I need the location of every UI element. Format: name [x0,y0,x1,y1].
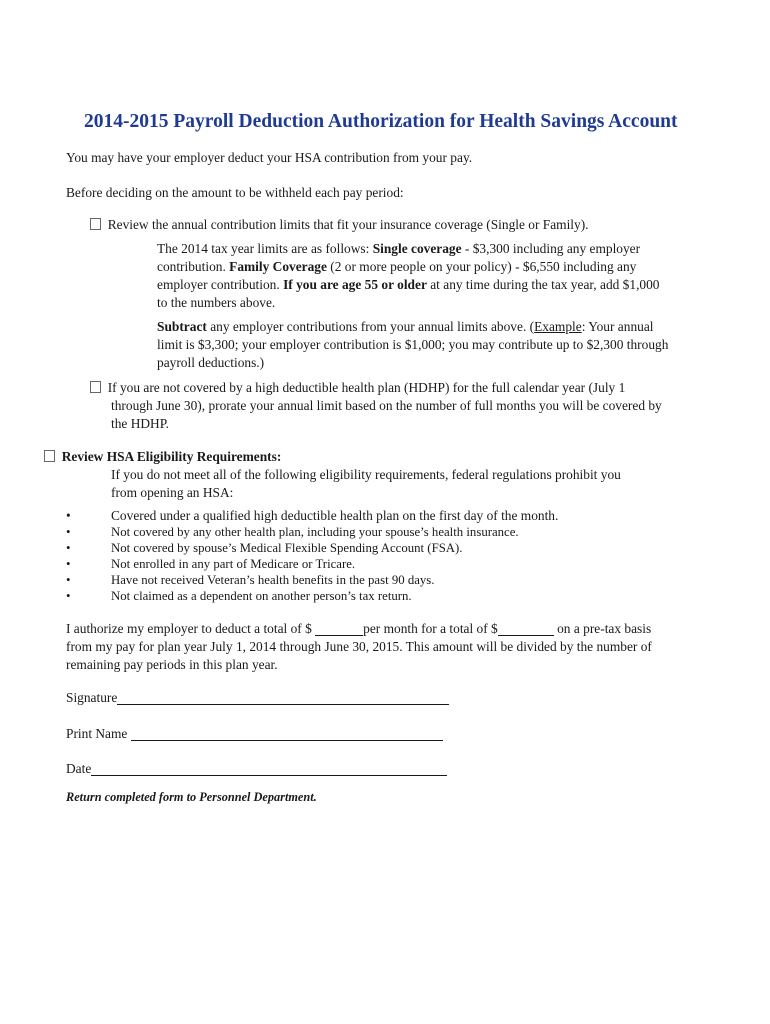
authorize-text: on a pre-tax basis [553,621,652,636]
checkbox[interactable] [90,381,101,393]
total-amount-field[interactable] [498,621,554,636]
example-label: Example [534,319,582,334]
subtract-line-1 [157,318,654,335]
limits-line-3 [157,276,660,293]
limits-line-4: to the numbers above. [157,295,276,310]
print-name-field[interactable] [131,726,443,741]
bullet-glyph: • [66,508,71,523]
single-coverage-label: Single coverage [372,241,462,256]
bullet-glyph: • [66,573,71,587]
checkbox[interactable] [90,218,101,230]
authorize-text: per month for a total of $ [363,621,498,636]
authorize-line-3: remaining pay periods in this plan year. [66,657,278,672]
authorize-text: I authorize my employer to deduct a total of $ [66,621,316,636]
monthly-amount-field[interactable] [315,621,363,636]
checkbox[interactable] [44,450,55,462]
eligibility-text-1: If you do not meet all of the following eligibility requirements, federal regulations prohibit you [111,467,621,482]
requirement-item: Have not received Veteran’s health benefits in the past 90 days. [111,573,435,587]
page-title: 2014-2015 Payroll Deduction Authorization for Health Savings Account [84,111,678,132]
intro-text-2: Before deciding on the amount to be withheld each pay period: [66,185,404,200]
limits-text: (2 or more people on your policy) - $6,550 including any [326,259,637,274]
subtract-text: : Your annual [581,319,654,334]
limits-line-1 [157,240,640,257]
bullet-glyph: • [66,525,71,539]
limits-text: contribution. [157,259,230,274]
limits-text: The 2014 tax year limits are as follows: [157,241,373,256]
hdhp-text-1: If you are not covered by a high deductible health plan (HDHP) for the full calendar year (July 1 [107,380,626,395]
limits-text: employer contribution. [157,277,284,292]
limits-line-2 [157,258,636,275]
hdhp-item [90,379,625,396]
print-name-label: Print Name [66,726,131,741]
limits-text: - $3,300 including any employer [461,241,641,256]
requirement-item: Not claimed as a dependent on another person’s tax return. [111,589,412,603]
requirement-item: Not enrolled in any part of Medicare or Tricare. [111,557,356,571]
age-55-label: If you are age 55 or older [283,277,427,292]
signature-row [66,689,449,706]
signature-field[interactable] [117,690,449,705]
subtract-line-2: limit is $3,300; your employer contribution is $1,000; you may contribute up to $2,300 through [157,337,669,352]
requirement-item: Covered under a qualified high deductible health plan on the first day of the month. [111,508,559,523]
family-coverage-label: Family Coverage [229,259,327,274]
requirement-item: Not covered by any other health plan, including your spouse’s health insurance. [111,525,519,539]
date-field[interactable] [91,761,447,776]
intro-text-1: You may have your employer deduct your HSA contribution from your pay. [66,150,473,165]
authorize-line-2: from my pay for plan year July 1, 2014 through June 30, 2015. This amount will be divided by the number of [66,639,652,654]
hdhp-text-3: the HDHP. [111,416,170,431]
subtract-line-3: payroll deductions.) [157,355,265,370]
date-row [66,760,447,777]
bullet-glyph: • [66,541,71,555]
print-name-row [66,725,443,742]
requirement-item: Not covered by spouse’s Medical Flexible Spending Account (FSA). [111,541,463,555]
date-label: Date [66,761,92,776]
authorize-line-1 [66,620,651,637]
subtract-text: any employer contributions from your annual limits above. ( [206,319,535,334]
review-limits-item [90,216,589,233]
eligibility-item [44,448,281,465]
limits-text: at any time during the tax year, add $1,000 [426,277,660,292]
bullet-glyph: • [66,557,71,571]
subtract-label: Subtract [157,319,207,334]
signature-label: Signature [66,690,118,705]
eligibility-heading: Review HSA Eligibility Requirements: [61,449,282,464]
eligibility-text-2: from opening an HSA: [111,485,234,500]
hdhp-text-2: through June 30), prorate your annual limit based on the number of full months you will be covered by [111,398,662,413]
bullet-glyph: • [66,589,71,603]
return-instructions: Return completed form to Personnel Department. [66,790,317,804]
review-limits-text: Review the annual contribution limits that fit your insurance coverage (Single or Family). [107,217,589,232]
